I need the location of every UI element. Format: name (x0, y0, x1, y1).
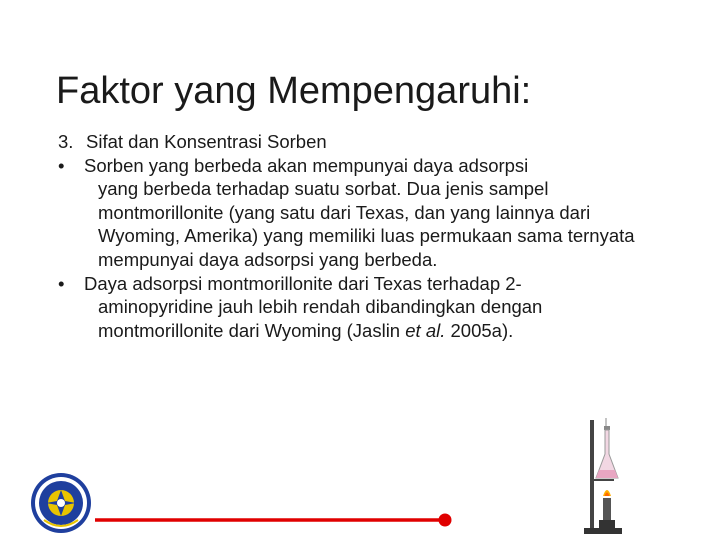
university-seal-icon (30, 470, 92, 536)
bullet-text-1 (84, 154, 658, 272)
slide-title: Faktor yang Mempengaruhi: (56, 70, 532, 112)
item-heading: Sifat dan Konsentrasi Sorben (86, 131, 327, 152)
bullet-1-continuation: yang berbeda terhadap suatu sorbat. Dua jenis sampel montmorillonite (yang satu dari Texas, dan yang lainnya dari Wyoming, Amerika) yang memiliki luas permukaan sama ternyata mempunyai daya adsorpsi yang berbeda. (98, 178, 635, 270)
bullet-2-text-b: 2005a). (445, 319, 514, 341)
bullet-2-first-line: Daya adsorpsi montmorillonite dari Texas terhadap 2- (84, 272, 522, 294)
red-divider-line (95, 510, 455, 530)
bullet-text-2 (84, 272, 658, 343)
bullet-dot: • (58, 272, 65, 294)
bullet-dot: • (58, 154, 65, 176)
citation-et-al: et al. (405, 319, 446, 341)
bullet-2-continuation (84, 295, 658, 342)
numbered-item (58, 130, 658, 154)
item-number: 3. (58, 131, 74, 152)
lab-flask-burner-icon (584, 414, 630, 538)
bullet-item-2 (58, 272, 658, 343)
slide-body (58, 130, 658, 342)
bullet-1-first-line: Sorben yang berbeda akan mempunyai daya adsorpsi (84, 154, 529, 176)
bullet-item-1 (58, 154, 658, 272)
bullet-2-text-a: aminopyridine jauh lebih rendah dibandingkan dengan montmorillonite dari Wyoming (Jaslin (98, 296, 543, 341)
